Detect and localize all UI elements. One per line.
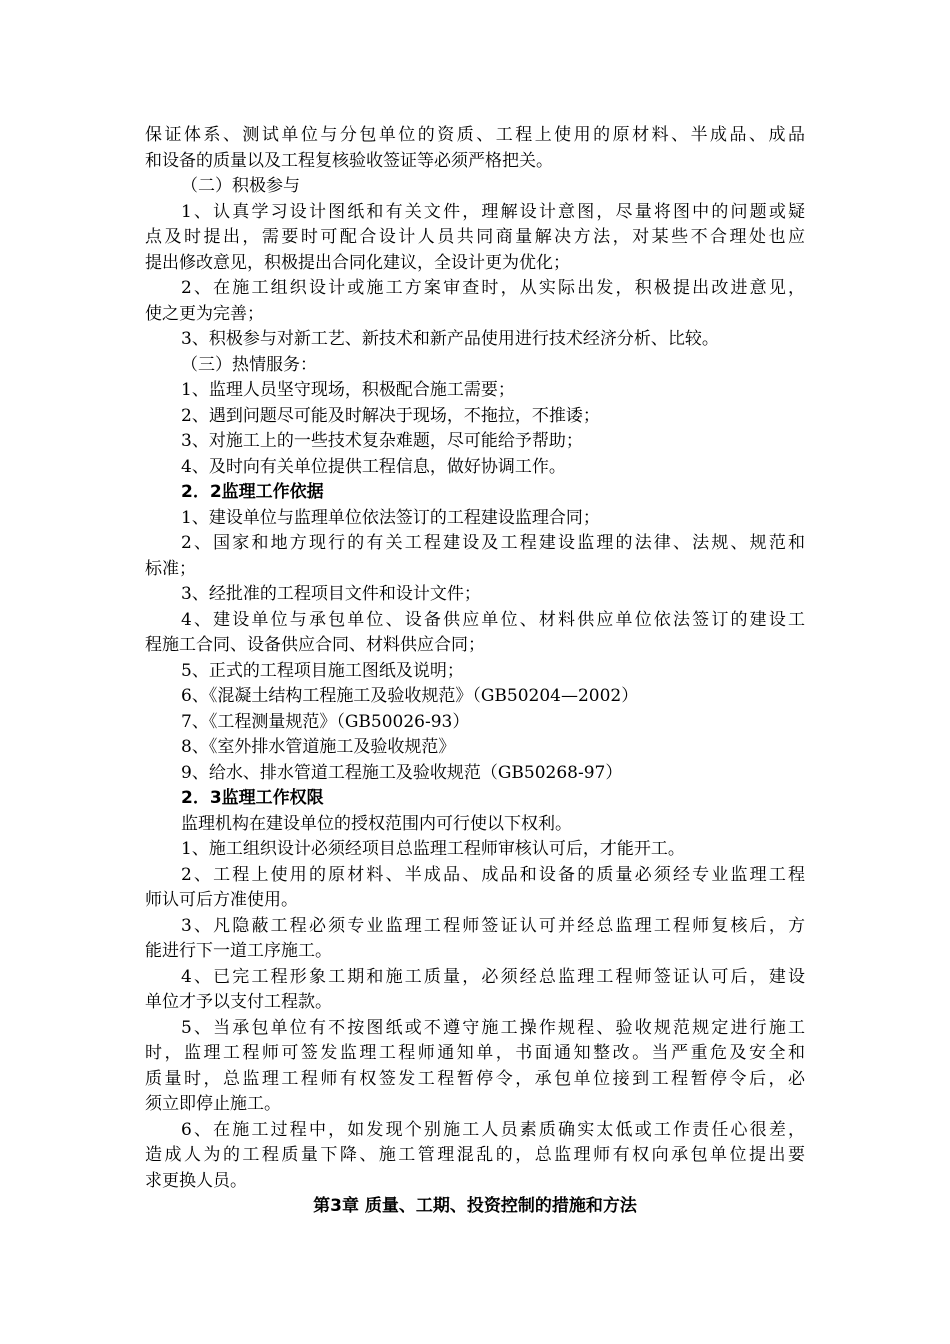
text-line: 1、监理人员坚守现场，积极配合施工需要； bbox=[181, 380, 515, 400]
text-line: 4、及时向有关单位提供工程信息，做好协调工作。 bbox=[181, 456, 566, 477]
text-line: 1、施工组织设计必须经项目总监理工程师审核认可后，才能开工。 bbox=[181, 839, 685, 859]
text-line: 质量时，总监理工程师有权签发工程暂停令，承包单位接到工程暂停令后，必 bbox=[145, 1068, 805, 1089]
text-line: 2、遇到问题尽可能及时解决于现场，不拖拉，不推诿； bbox=[181, 405, 600, 426]
text-line: 点及时提出，需要时可配合设计人员共同商量解决方法，对某些不合理处也应 bbox=[145, 227, 805, 247]
text-line: 9、给水、排水管道工程施工及验收规范（GB50268-97） bbox=[181, 762, 623, 783]
text-line: 造成人为的工程质量下降、施工管理混乱的，总监理师有权向承包单位提出要 bbox=[145, 1145, 805, 1165]
text-line: 2、在施工组织设计或施工方案审查时，从实际出发，积极提出改进意见， bbox=[181, 278, 805, 298]
text-line: 4、建设单位与承包单位、设备供应单位、材料供应单位依法签订的建设工 bbox=[181, 609, 805, 630]
text-line: 监理机构在建设单位的授权范围内可行使以下权利。 bbox=[181, 813, 572, 834]
text-line: 4、已完工程形象工期和施工质量，必须经总监理工程师签证认可后，建设 bbox=[181, 966, 805, 987]
text-line: 2、工程上使用的原材料、半成品、成品和设备的质量必须经专业监理工程 bbox=[181, 864, 805, 885]
text-line: 单位才予以支付工程款。 bbox=[145, 992, 332, 1012]
text-line: 5、正式的工程项目施工图纸及说明； bbox=[181, 660, 464, 681]
text-line: 3、经批准的工程项目文件和设计文件； bbox=[181, 584, 481, 604]
text-line: 须立即停止施工。 bbox=[145, 1094, 281, 1114]
document-body bbox=[145, 123, 805, 1194]
text-line: 程施工合同、设备供应合同、材料供应合同； bbox=[145, 635, 485, 655]
text-line: 6、《混凝土结构工程施工及验收规范》（GB50204—2002） bbox=[181, 686, 639, 706]
text-line: （二）积极参与 bbox=[181, 176, 300, 196]
text-line: 1、建设单位与监理单位依法签订的工程建设监理合同； bbox=[181, 507, 600, 528]
chapter-title: 第3章 质量、工期、投资控制的措施和方法 bbox=[313, 1196, 637, 1216]
text-line: 3、对施工上的一些技术复杂难题，尽可能给予帮助； bbox=[181, 431, 583, 451]
text-line: 8、《室外排水管道施工及验收规范》 bbox=[181, 737, 456, 757]
text-line: （三）热情服务： bbox=[181, 354, 317, 375]
text-line: 使之更为完善； bbox=[145, 303, 264, 324]
section-heading: 2．2监理工作依据 bbox=[181, 482, 324, 502]
text-line: 求更换人员。 bbox=[145, 1170, 247, 1191]
text-line: 5、当承包单位有不按图纸或不遵守施工操作规程、验收规范规定进行施工 bbox=[181, 1017, 805, 1038]
section-heading: 2．3监理工作权限 bbox=[181, 788, 324, 808]
text-line: 师认可后方准使用。 bbox=[145, 890, 298, 910]
text-line: 1、认真学习设计图纸和有关文件，理解设计意图，尽量将图中的问题或疑 bbox=[181, 201, 805, 222]
text-line: 能进行下一道工序施工。 bbox=[145, 941, 332, 961]
text-line: 7、《工程测量规范》（GB50026-93） bbox=[181, 711, 470, 732]
text-line: 6、在施工过程中，如发现个别施工人员素质确实太低或工作责任心很差， bbox=[181, 1119, 805, 1140]
text-line: 3、凡隐蔽工程必须专业监理工程师签证认可并经总监理工程师复核后，方 bbox=[181, 915, 805, 936]
text-line: 和设备的质量以及工程复核验收签证等必须严格把关。 bbox=[145, 150, 553, 171]
text-line: 标准； bbox=[145, 558, 196, 579]
text-line: 保证体系、测试单位与分包单位的资质、工程上使用的原材料、半成品、成品 bbox=[145, 125, 805, 145]
text-line: 3、积极参与对新工艺、新技术和新产品使用进行技术经济分析、比较。 bbox=[181, 329, 719, 349]
text-line: 2、国家和地方现行的有关工程建设及工程建设监理的法律、法规、规范和 bbox=[181, 533, 805, 553]
text-line: 提出修改意见，积极提出合同化建议，全设计更为优化； bbox=[145, 252, 570, 273]
text-line: 时，监理工程师可签发监理工程师通知单，书面通知整改。当严重危及安全和 bbox=[145, 1043, 805, 1063]
